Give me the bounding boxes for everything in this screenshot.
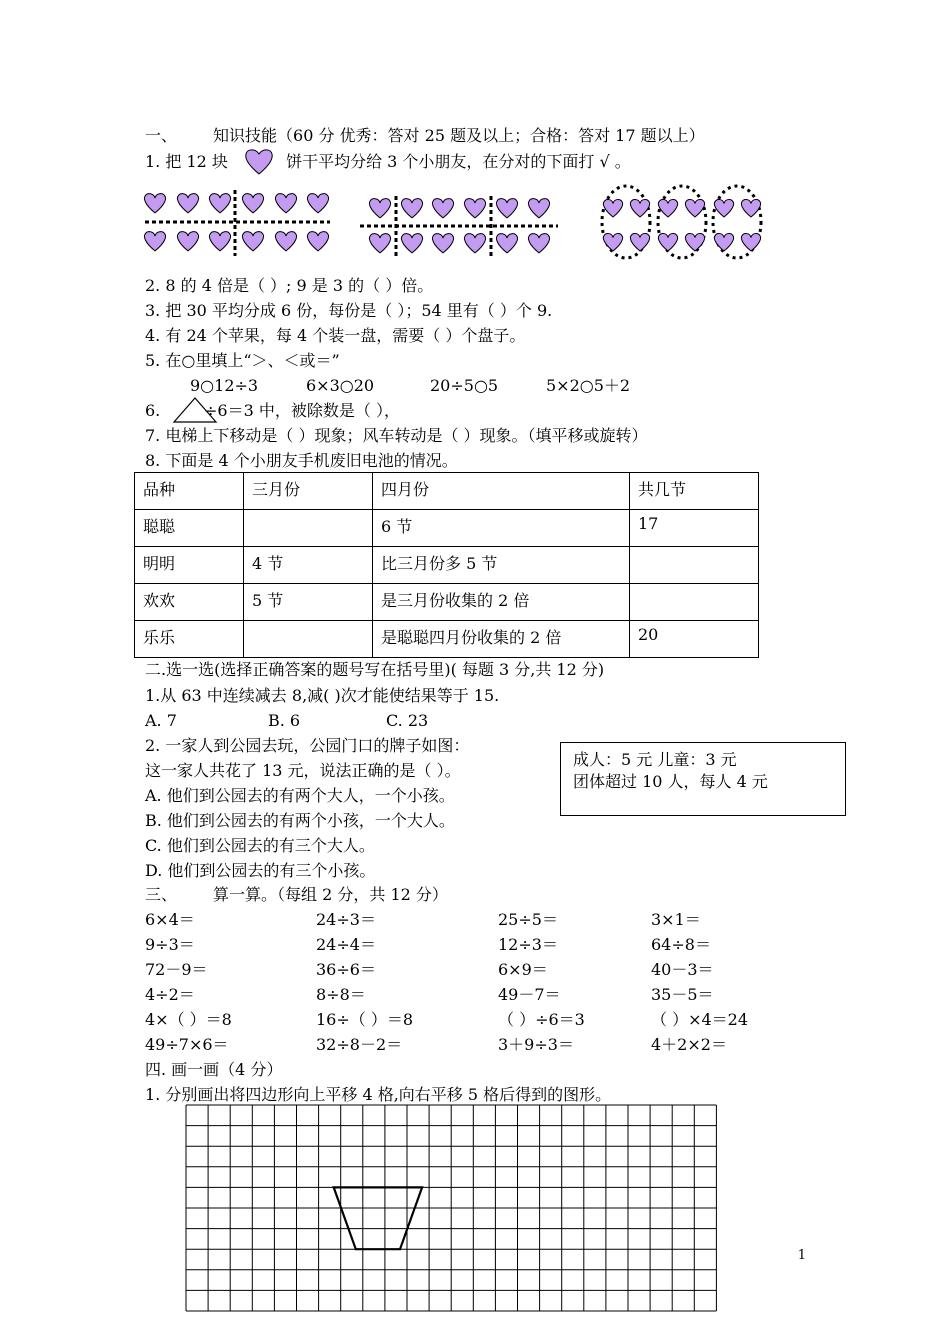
heart-icon	[275, 194, 296, 213]
heart-icon	[714, 199, 733, 217]
battery-table	[134, 472, 759, 658]
s2-q1-option: B. 6	[268, 711, 301, 730]
q1-suffix: 饼干平均分给 3 个小朋友，在分对的下面打 √ 。	[286, 152, 631, 171]
table-cell: 聪聪	[135, 510, 244, 547]
q5-item: 20÷5○5	[430, 376, 499, 395]
heart-icon	[658, 233, 677, 251]
heart-icon	[603, 233, 622, 251]
table-cell: 明明	[135, 547, 244, 584]
table-cell: 是三月份收集的 2 倍	[373, 584, 630, 621]
calc-item: 4＋2×2＝	[651, 1035, 727, 1054]
s2-q1-text: 1.从 63 中连续减去 8,减( )次才能使结果等于 15.	[145, 686, 500, 705]
park-price-sign	[560, 742, 846, 816]
table-cell	[244, 621, 373, 658]
heart-icon	[177, 232, 198, 251]
heart-icon	[369, 234, 390, 253]
heart-icon	[307, 194, 328, 213]
heart-icon	[685, 199, 704, 217]
table-row	[135, 584, 759, 621]
heart-icon	[401, 199, 422, 218]
heart-icon	[685, 233, 704, 251]
q5-text: 5. 在○里填上“＞、＜或＝”	[145, 351, 340, 370]
s2-q1-option: A. 7	[145, 711, 177, 730]
section3-title: 算一算。（每组 2 分，共 12 分）	[213, 885, 448, 904]
heart-icon	[603, 199, 622, 217]
calc-item: 12÷3＝	[498, 935, 558, 954]
heart-icon	[144, 194, 165, 213]
heart-icon	[630, 233, 649, 251]
table-cell: 是聪聪四月份收集的 2 倍	[373, 621, 630, 658]
calc-item: 3＋9÷3＝	[498, 1035, 574, 1054]
calc-item: 25÷5＝	[498, 910, 558, 929]
calc-item: 8÷8＝	[316, 985, 366, 1004]
heart-icon	[464, 199, 485, 218]
table-cell: 比三月份多 5 节	[373, 547, 630, 584]
table-cell: 6 节	[373, 510, 630, 547]
heart-icon	[432, 199, 453, 218]
table-row	[135, 621, 759, 658]
heart-icon	[209, 232, 230, 251]
table-row	[135, 547, 759, 584]
q5-item: 5×2○5＋2	[546, 376, 631, 395]
table-row	[135, 510, 759, 547]
heart-icon	[658, 199, 677, 217]
drawing-grid	[186, 1105, 720, 1313]
section2-title: 二.选一选(选择正确答案的题号写在括号里)( 每题 3 分,共 12 分)	[145, 660, 605, 679]
section3-number: 三、	[145, 885, 178, 904]
heart-icon	[496, 199, 517, 218]
calc-item: 35－5＝	[651, 985, 714, 1004]
table-header-row	[135, 473, 759, 510]
heart-icon	[496, 234, 517, 253]
heart-icon	[528, 234, 549, 253]
s2-q2-option: B. 他们到公园去的有两个小孩，一个大人。	[145, 811, 455, 830]
s2-q2-line2: 这一家人共花了 13 元，说法正确的是（ ）。	[145, 761, 461, 780]
section1-title: 知识技能（60 分 优秀：答对 25 题及以上；合格：答对 17 题以上）	[213, 126, 705, 145]
calc-item: 40－3＝	[651, 960, 714, 979]
s2-q2-option: A. 他们到公园去的有两个大人，一个小孩。	[145, 786, 455, 805]
heart-icon	[242, 194, 263, 213]
calc-item: 4×（ ）＝8	[145, 1010, 232, 1029]
table-cell: 5 节	[244, 584, 373, 621]
table-header: 品种	[135, 473, 244, 510]
calc-item: 3×1＝	[651, 910, 701, 929]
q8-text: 8. 下面是 4 个小朋友手机废旧电池的情况。	[145, 451, 458, 470]
calc-item: 64÷8＝	[651, 935, 711, 954]
calc-item: 49－7＝	[498, 985, 561, 1004]
s2-q2-option: D. 他们到公园去的有三个小孩。	[145, 861, 376, 880]
heart-icon	[177, 194, 198, 213]
table-cell	[630, 547, 759, 584]
s2-q2-line1: 2. 一家人到公园去玩，公园门口的牌子如图：	[145, 736, 470, 755]
s4-q1-text: 1. 分别画出将四边形向上平移 4 格,向右平移 5 格后得到的图形。	[145, 1085, 612, 1104]
calc-item: 6×9＝	[498, 960, 548, 979]
heart-grouping-figures	[0, 0, 950, 280]
q6-suffix: ÷6＝3 中，被除数是（ ），	[204, 401, 400, 420]
table-cell	[630, 584, 759, 621]
calc-item: （ ）×4＝24	[651, 1010, 749, 1029]
section3-heading	[145, 885, 448, 905]
calc-item: 24÷4＝	[316, 935, 376, 954]
heart-icon	[369, 199, 390, 218]
heart-icon	[630, 199, 649, 217]
price-sign-line: 团体超过 10 人，每人 4 元	[573, 772, 768, 791]
s2-q2-option: C. 他们到公园去的有三个大人。	[145, 836, 375, 855]
table-cell: 4 节	[244, 547, 373, 584]
table-cell	[244, 510, 373, 547]
q2-text: 2. 8 的 4 倍是（ ）; 9 是 3 的（ ）倍。	[145, 276, 434, 295]
table-header: 三月份	[244, 473, 373, 510]
calc-item: 32÷8－2＝	[316, 1035, 403, 1054]
quadrilateral-shape	[334, 1187, 422, 1249]
heart-icon	[144, 232, 165, 251]
s2-q1-option: C. 23	[386, 711, 429, 730]
table-cell: 乐乐	[135, 621, 244, 658]
page-number: 1	[797, 1248, 806, 1263]
q5-item: 6×3○20	[306, 376, 375, 395]
table-cell: 欢欢	[135, 584, 244, 621]
table-header: 四月份	[373, 473, 630, 510]
section4-title: 四. 画一画（4 分）	[145, 1060, 283, 1079]
q3-text: 3. 把 30 平均分成 6 份，每份是（ ）；54 里有（ ）个 9.	[145, 301, 553, 320]
heart-icon	[528, 199, 549, 218]
calc-item: （ ）÷6＝3	[498, 1010, 585, 1029]
price-sign-line: 成人：5 元 儿童：3 元	[573, 750, 737, 769]
heart-icon	[275, 232, 296, 251]
heart-icon	[209, 194, 230, 213]
heart-icon	[464, 234, 485, 253]
q6-prefix: 6.	[145, 401, 161, 420]
heart-icon	[741, 199, 760, 217]
calc-item: 36÷6＝	[316, 960, 376, 979]
heart-icon	[741, 233, 760, 251]
heart-icon	[432, 234, 453, 253]
calc-item: 4÷2＝	[145, 985, 195, 1004]
heart-icon	[307, 232, 328, 251]
table-header: 共几节	[630, 473, 759, 510]
q4-text: 4. 有 24 个苹果，每 4 个装一盘，需要（ ）个盘子。	[145, 326, 526, 345]
section1-number: 一、	[145, 126, 178, 145]
table-cell: 20	[630, 621, 759, 658]
calc-item: 49÷7×6＝	[145, 1035, 229, 1054]
table-cell: 17	[630, 510, 759, 547]
calc-item: 6×4＝	[145, 910, 195, 929]
heart-icon	[714, 233, 733, 251]
calc-item: 9÷3＝	[145, 935, 195, 954]
calc-item: 16÷（ ）＝8	[316, 1010, 414, 1029]
q5-item: 9○12÷3	[190, 376, 259, 395]
calc-item: 72－9＝	[145, 960, 208, 979]
calc-item: 24÷3＝	[316, 910, 376, 929]
heart-icon	[242, 232, 263, 251]
q1-prefix: 1. 把 12 块	[145, 152, 228, 171]
heart-icon	[401, 234, 422, 253]
q7-text: 7. 电梯上下移动是（ ）现象；风车转动是（ ）现象。（填平移或旋转）	[145, 426, 648, 445]
